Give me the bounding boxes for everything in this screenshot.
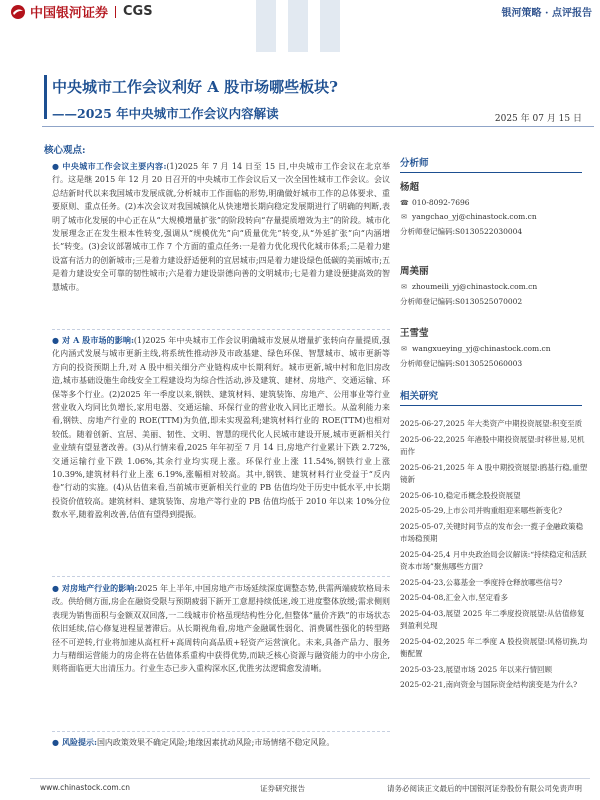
brand-name-cn: 中国银河证券 bbox=[30, 6, 109, 21]
analyst-cert-row bbox=[400, 358, 582, 369]
title-accent-bar bbox=[44, 75, 47, 119]
paragraph-market-impact bbox=[52, 334, 390, 522]
email-icon: ✉ bbox=[401, 282, 407, 291]
related-research-item[interactable]: 2025-04-03,展望 2025 年二季度投资展望:从估值修复到盈利兑现 bbox=[400, 608, 585, 630]
bullet-icon: ● bbox=[52, 161, 60, 171]
page-header bbox=[0, 0, 600, 50]
related-research-item[interactable]: 2025-06-10,稳定币概念股投资展望 bbox=[400, 490, 521, 500]
analyst-cert: 分析师登记编码:S0130525070002 bbox=[400, 297, 523, 306]
report-date: 2025 年 07 月 15 日 bbox=[494, 114, 582, 124]
phone-icon: ☎ bbox=[400, 198, 409, 207]
related-research-item[interactable]: 2025-02-21,南向资金与国际资金结构演变是为什么? bbox=[400, 680, 578, 689]
paragraph-divider bbox=[52, 731, 390, 732]
analyst-email-row bbox=[400, 212, 582, 221]
related-research-item[interactable]: 2025-06-22,2025 年港股中期投资展望:时移世易,见机而作 bbox=[400, 434, 585, 456]
analysts-heading: 分析师 bbox=[400, 155, 582, 173]
report-type-label: 银河策略 · 点评报告 bbox=[501, 8, 592, 19]
title-divider bbox=[42, 126, 594, 127]
email-icon: ✉ bbox=[401, 212, 407, 221]
related-research-item[interactable]: 2025-05-29,上市公司并购重组迎来哪些新变化? bbox=[400, 506, 563, 515]
related-research-item[interactable]: 2025-04-23,公募基金一季度持仓释放哪些信号? bbox=[400, 577, 563, 587]
related-research-heading: 相关研究 bbox=[400, 388, 582, 406]
analyst-cert: 分析师登记编码:S0130525060003 bbox=[400, 359, 523, 368]
paragraph-real-estate bbox=[52, 582, 390, 676]
related-research-item[interactable]: 2025-04-08,汇金入市,坚定看多 bbox=[400, 593, 509, 602]
brand-logo bbox=[10, 2, 153, 21]
bullet-icon: ● bbox=[52, 737, 59, 747]
related-research-item[interactable]: 2025-04-25,4 月中央政治局会议解读:“持续稳定和活跃资本市场”聚焦哪些方面? bbox=[400, 549, 587, 571]
paragraph-lead: 风险提示: bbox=[61, 737, 97, 747]
analyst-email[interactable]: yangchao_yj@chinastock.com.cn bbox=[412, 212, 537, 221]
analyst-cert-row bbox=[400, 226, 582, 237]
brand-name-en: CGS bbox=[123, 4, 153, 19]
footer-report-label: 证券研究报告 bbox=[260, 784, 305, 793]
brand-divider bbox=[115, 6, 116, 18]
related-research-item[interactable]: 2025-04-02,2025 年二季度 A 股投资展望:风格切换,均衡配置 bbox=[400, 636, 588, 658]
footer-disclaimer: 请务必阅读正文最后的中国银河证券股份有限公司免责声明 bbox=[387, 784, 582, 793]
paragraph-text: 2025 年上半年,中国房地产市场延续深度调整态势,供需两端疲软格局未改。供给侧方面,房企在融资受限与预期疲弱下新开工意愿持续低迷,竣工进度整体放缓;需求侧则表现为销售面积与金额双双回落,一二线城市价格虽现结构性分化,但整体“量价齐跌”的市场状态依旧延续,信心修复进程显著滞后。从长期视角看,房地产金融属性弱化、消费属性强化的转型路径不可逆转,行业将加速从高杠杆+高周转向高品质+轻资产运营演化。未来,具备产品力、服务力与精细运营能力的房企将在估值体系重构中获得优势,而缺乏核心资源与融资能力的中小房企,则将面临更大出清压力。行业生态已步入重构深水区,优胜劣汰逻辑愈发清晰。 bbox=[52, 584, 391, 674]
analyst-email-row bbox=[400, 282, 582, 291]
analyst-sidebar bbox=[400, 155, 582, 368]
paragraph-text: 国内政策效果不确定风险;地缘因素扰动风险;市场情绪不稳定风险。 bbox=[96, 738, 335, 747]
paragraph-text: (1)2025 年中央城市工作会议明确城市发展从增量扩张转向存量提质,强化内涵式发展与城市更新主线,将系统性推动涉及市政基建、绿色环保、智慧城市、城市更新等方向的投资预期上升,对 A 股中相关细分产业链构成中长期利好。城市更新,城中村和危旧房改造,城市基础设施生命线安全工程建设均为综合性活动,涉及建筑、建材、房地产、交通运输、环保等多个行业。(2)2025 年一季度以来,钢铁、建筑材料、建筑装饰、房地产、公用事业等行业营业收入均同比负增长,家用电器、交通运输、环保行业的营业收入同比正增长。从盈利能力来看,钢铁、房地产行业的 ROE(TTM)为负值,即未实现盈利;建筑材料行业的 ROE(TTM)也相对较低。随着创新、宜居、美丽、韧性、文明、智慧的现代化人民城市建设开展,城市更新相关行业业绩有望显著改善。(3)从行情来看,2025 年年初至 7 月 14 日,房地产行业累计下跌 2.72%,交通运输行业下跌 1.06%,其余行业均实现上涨。环保行业上涨 11.54%,钢铁行业上涨 10.39%,建筑材料行业上涨 6.19%,涨幅相对较高。其中,钢铁、建筑材料行业受益于“反内卷”行动的实施。(4)从估值来看,当前城市更新相关行业的 PB 估值均处于历史中低水平,中长期投资价值较高。建筑材料、建筑装饰、房地产等行业的 PB 估值均低于 2010 年以来 10%分位数水平,随着盈利改善,估值有望得到提振。 bbox=[52, 336, 390, 520]
analyst-card bbox=[400, 325, 582, 374]
core-view-heading: 核心观点: bbox=[44, 145, 86, 156]
analyst-name: 周美丽 bbox=[400, 266, 429, 277]
related-research-list bbox=[400, 418, 588, 695]
analyst-cert-row bbox=[400, 296, 582, 307]
analyst-phone: 010-8092-7696 bbox=[412, 198, 470, 207]
email-icon: ✉ bbox=[401, 344, 407, 353]
paragraph-divider bbox=[52, 576, 390, 577]
analyst-email-row bbox=[400, 344, 582, 353]
related-research-item[interactable]: 2025-03-23,展望市场 2025 年以来行情回顾 bbox=[400, 664, 552, 674]
paragraph-risk bbox=[52, 736, 390, 749]
analyst-name: 杨超 bbox=[400, 182, 420, 193]
footer-website-link[interactable]: www.chinastock.com.cn bbox=[40, 783, 130, 792]
analyst-card bbox=[400, 179, 582, 242]
analyst-card bbox=[400, 263, 582, 312]
paragraph-text: (1)2025 年 7 月 14 日至 15 日,中央城市工作会议在北京举行。这是继 2015 年 12 月 20 日召开的中央城市工作会议后又一次全国性城市工作会议。会议总结新时代以来我国城市发展成就,分析城市工作面临的形势,明确做好城市工作的总体要求、重要原则、重点任务。(2)本次会议对我国城镇化从快速增长期向稳定发展期进行了明确的判断,表明了城市化发展的中心正在从“大规模增量扩张”的阶段转向“存量提质增效为主”的阶段。城市化发展理念正在发生根本性转变,强调从“规模优先”向“质量优先”转变,从“外延扩张”向“内涵增长”转变。(3)会议部署城市工作 7 个方面的重点任务:一是着力优化现代化城市体系;二是着力建设富有活力的创新城市;三是着力建设舒适便利的宜居城市;四是着力建设绿色低碳的美丽城市;五是着力建设安全可靠的韧性城市;六是着力建设崇德向善的文明城市;七是着力建设便捷高效的智慧城市。 bbox=[52, 162, 391, 292]
paragraph-divider bbox=[52, 329, 390, 330]
analyst-email[interactable]: wangxueying_yj@chinastock.com.cn bbox=[412, 344, 551, 353]
analyst-email[interactable]: zhoumeili_yj@chinastock.com.cn bbox=[412, 282, 538, 291]
report-subtitle: ——2025 年中央城市工作会议内容解读 bbox=[52, 106, 279, 121]
paragraph-lead: 对 A 股市场的影响: bbox=[62, 335, 134, 345]
decorative-watermark bbox=[248, 0, 358, 52]
report-title: 中央城市工作会议利好 A 股市场哪些板块? bbox=[52, 78, 338, 96]
related-research-item[interactable]: 2025-05-07,关键时间节点的发布会:一揽子金融政策稳市场稳预期 bbox=[400, 521, 584, 543]
paragraph-main-content bbox=[52, 160, 390, 294]
analyst-phone-row bbox=[400, 198, 582, 207]
paragraph-lead: 对房地产行业的影响: bbox=[62, 583, 138, 593]
related-research-item[interactable]: 2025-06-21,2025 年 A 股中期投资展望:鸥基行稳,重塑镜新 bbox=[400, 462, 588, 484]
paragraph-lead: 中央城市工作会议主要内容: bbox=[62, 161, 167, 171]
bullet-icon: ● bbox=[52, 583, 60, 593]
analyst-name: 王雪莹 bbox=[400, 328, 429, 339]
related-research-item[interactable]: 2025-06-27,2025 年大类资产中期投资展望:积变至质 bbox=[400, 419, 583, 428]
bullet-icon: ● bbox=[52, 335, 60, 345]
analyst-cert: 分析师登记编码:S0130522030004 bbox=[400, 227, 523, 236]
footer-divider bbox=[30, 778, 590, 779]
galaxy-logo-icon bbox=[10, 4, 26, 20]
